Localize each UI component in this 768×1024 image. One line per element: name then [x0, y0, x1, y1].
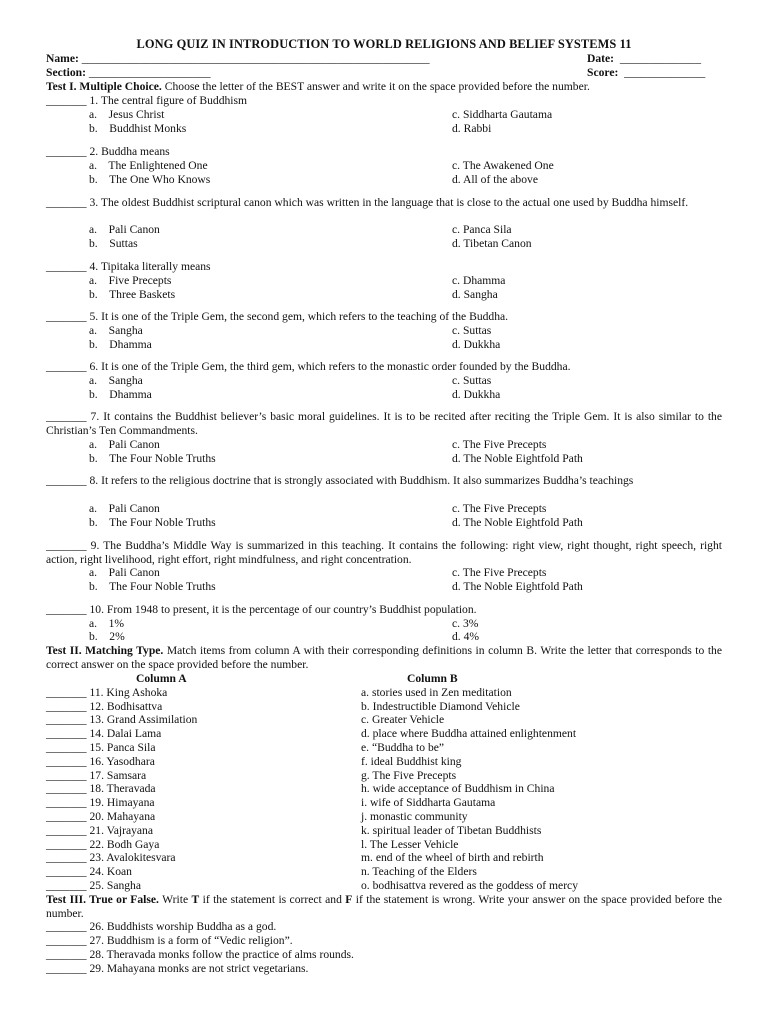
test2-instructions: Test II. Matching Type. Match items from column A with their corresponding definitions in column B. Write the letter that corresponds to the correct answer on the space provided before the number.	[46, 644, 722, 671]
definition-k: k. spiritual leader of Tibetan Buddhists	[361, 824, 542, 837]
answer-blank[interactable]: _______	[46, 539, 87, 552]
option-c: c. Dhamma	[452, 274, 506, 287]
score-field	[587, 66, 705, 80]
option-d: d. Dukkha	[452, 338, 501, 351]
definition-f: f. ideal Buddhist king	[361, 755, 462, 768]
test3-instructions: Test III. True or False. Write T if the statement is correct and F if the statement is wrong. Write your answer on the space provided before the number.	[46, 893, 722, 920]
date-label: Date:	[587, 52, 615, 65]
answer-blank[interactable]: _______	[46, 94, 87, 107]
option-b: b. Dhamma	[89, 338, 152, 351]
option-d: d. Tibetan Canon	[452, 237, 532, 250]
option-d: d. The Noble Eightfold Path	[452, 452, 583, 465]
question-7	[46, 410, 722, 438]
option-d: d. The Noble Eightfold Path	[452, 580, 583, 593]
option-d: d. Dukkha	[452, 388, 501, 401]
option-b: b. Suttas	[89, 237, 138, 250]
option-c: c. Suttas	[452, 374, 492, 387]
test1-instructions: Test I. Multiple Choice. Choose the letter of the BEST answer and write it on the space provided before the number.	[46, 80, 590, 93]
matching-item-18[interactable]: _______ 18. Theravada	[46, 782, 156, 795]
answer-blank[interactable]: _______	[46, 145, 87, 158]
question-5	[46, 310, 722, 324]
option-c: c. The Five Precepts	[452, 502, 547, 515]
definition-d: d. place where Buddha attained enlightenment	[361, 727, 577, 740]
question-8	[46, 474, 722, 488]
option-b: b. 2%	[89, 630, 125, 643]
matching-item-14[interactable]: _______ 14. Dalai Lama	[46, 727, 162, 740]
definition-l: l. The Lesser Vehicle	[361, 838, 459, 851]
test2-heading: Test II. Matching Type.	[46, 644, 164, 657]
answer-blank[interactable]: _______	[46, 260, 87, 273]
definition-b: b. Indestructible Diamond Vehicle	[361, 700, 520, 713]
option-b: b. Three Baskets	[89, 288, 176, 301]
question-text: 4. Tipitaka literally means	[89, 260, 211, 273]
test3-heading: Test III. True or False.	[46, 893, 159, 906]
question-4	[46, 260, 722, 274]
question-text: 7. It contains the Buddhist believer’s basic moral guidelines. It is to be recited after reciting the Triple Gem. It is also similar to the Christian’s Ten Commandments.	[46, 410, 722, 437]
matching-item-21[interactable]: _______ 21. Vajrayana	[46, 824, 154, 837]
option-a: a. Pali Canon	[89, 438, 160, 451]
definition-h: h. wide acceptance of Buddhism in China	[361, 782, 555, 795]
definition-o: o. bodhisattva revered as the goddess of mercy	[361, 879, 578, 892]
option-c: c. Siddharta Gautama	[452, 108, 553, 121]
quiz-title: LONG QUIZ IN INTRODUCTION TO WORLD RELIGIONS AND BELIEF SYSTEMS 11	[136, 37, 632, 51]
matching-item-24[interactable]: _______ 24. Koan	[46, 865, 132, 878]
column-a-label: Column A	[136, 672, 187, 685]
true-false-item-27[interactable]: _______ 27. Buddhism is a form of “Vedic religion”.	[46, 934, 293, 947]
option-a: a. Sangha	[89, 324, 143, 337]
option-d: d. Rabbi	[452, 122, 492, 135]
name-label: Name:	[46, 52, 79, 65]
option-a: a. Jesus Christ	[89, 108, 165, 121]
answer-blank[interactable]: _______	[46, 360, 87, 373]
option-c: c. The Five Precepts	[452, 566, 547, 579]
option-d: d. The Noble Eightfold Path	[452, 516, 583, 529]
matching-item-13[interactable]: _______ 13. Grand Assimilation	[46, 713, 198, 726]
answer-blank[interactable]: _______	[46, 410, 87, 423]
definition-g: g. The Five Precepts	[361, 769, 457, 782]
option-c: c. The Awakened One	[452, 159, 554, 172]
question-text: 9. The Buddha’s Middle Way is summarized in this teaching. It contains the following: right view, right thought, right speech, right action, right livelihood, right effort, right mindfulness, and right concentration.	[46, 539, 722, 566]
score-label: Score:	[587, 66, 619, 79]
question-text: 6. It is one of the Triple Gem, the third gem, which refers to the monastic order founded by the Buddha.	[89, 360, 571, 373]
option-a: a. Pali Canon	[89, 502, 160, 515]
option-d: d. Sangha	[452, 288, 498, 301]
question-1	[46, 94, 722, 108]
name-blank[interactable]: ____________________________________________________________	[81, 52, 430, 65]
definition-e: e. “Buddha to be”	[361, 741, 445, 754]
question-2	[46, 145, 722, 159]
true-false-item-29[interactable]: _______ 29. Mahayana monks are not strict vegetarians.	[46, 962, 309, 975]
question-text: 10. From 1948 to present, it is the percentage of our country’s Buddhist population.	[89, 603, 477, 616]
answer-blank[interactable]: _______	[46, 310, 87, 323]
question-text: 3. The oldest Buddhist scriptural canon which was written in the language that is close to the actual one used by Buddha himself.	[89, 196, 689, 209]
option-b: b. The Four Noble Truths	[89, 580, 216, 593]
option-c: c. 3%	[452, 617, 479, 630]
question-9	[46, 539, 722, 567]
section-label: Section:	[46, 66, 86, 79]
test1-heading: Test I. Multiple Choice.	[46, 80, 162, 93]
definition-j: j. monastic community	[361, 810, 468, 823]
option-a: a. The Enlightened One	[89, 159, 208, 172]
matching-item-16[interactable]: _______ 16. Yasodhara	[46, 755, 155, 768]
question-10	[46, 603, 722, 617]
option-b: b. The Four Noble Truths	[89, 452, 216, 465]
column-b-label: Column B	[407, 672, 458, 685]
question-text: 1. The central figure of Buddhism	[89, 94, 248, 107]
answer-blank[interactable]: _______	[46, 474, 87, 487]
true-false-item-28[interactable]: _______ 28. Theravada monks follow the practice of alms rounds.	[46, 948, 354, 961]
matching-item-19[interactable]: _______ 19. Himayana	[46, 796, 155, 809]
option-d: d. All of the above	[452, 173, 538, 186]
name-field	[46, 52, 430, 66]
definition-n: n. Teaching of the Elders	[361, 865, 477, 878]
option-d: d. 4%	[452, 630, 480, 643]
section-field	[46, 66, 211, 80]
option-b: b. The Four Noble Truths	[89, 516, 216, 529]
question-3	[46, 196, 722, 210]
definition-c: c. Greater Vehicle	[361, 713, 445, 726]
matching-item-23[interactable]: _______ 23. Avalokitesvara	[46, 851, 176, 864]
question-text: 5. It is one of the Triple Gem, the second gem, which refers to the teaching of the Buddha.	[89, 310, 509, 323]
section-blank[interactable]: _____________________	[88, 66, 211, 79]
question-text: 8. It refers to the religious doctrine that is strongly associated with Buddhism. It also summarizes Buddha’s teachings	[89, 474, 634, 487]
score-blank[interactable]: ______________	[624, 66, 706, 79]
option-c: c. Suttas	[452, 324, 492, 337]
date-field	[587, 52, 701, 66]
answer-blank[interactable]: _______	[46, 196, 87, 209]
matching-item-15[interactable]: _______ 15. Panca Sila	[46, 741, 156, 754]
matching-item-20[interactable]: _______ 20. Mahayana	[46, 810, 156, 823]
option-b: b. Buddhist Monks	[89, 122, 187, 135]
option-a: a. Pali Canon	[89, 566, 160, 579]
option-c: c. Panca Sila	[452, 223, 512, 236]
option-b: b. Dhamma	[89, 388, 152, 401]
true-false-item-26[interactable]: _______ 26. Buddhists worship Buddha as a god.	[46, 920, 277, 933]
question-6	[46, 360, 722, 374]
option-a: a. Sangha	[89, 374, 143, 387]
date-blank[interactable]: ______________	[619, 52, 701, 65]
definition-i: i. wife of Siddharta Gautama	[361, 796, 496, 809]
matching-item-17[interactable]: _______ 17. Samsara	[46, 769, 147, 782]
matching-item-12[interactable]: _______ 12. Bodhisattva	[46, 700, 163, 713]
option-a: a. Five Precepts	[89, 274, 172, 287]
answer-blank[interactable]: _______	[46, 603, 87, 616]
definition-m: m. end of the wheel of birth and rebirth	[361, 851, 544, 864]
definition-a: a. stories used in Zen meditation	[361, 686, 512, 699]
question-text: 2. Buddha means	[89, 145, 170, 158]
matching-item-22[interactable]: _______ 22. Bodh Gaya	[46, 838, 160, 851]
option-a: a. Pali Canon	[89, 223, 160, 236]
option-b: b. The One Who Knows	[89, 173, 211, 186]
matching-item-11[interactable]: _______ 11. King Ashoka	[46, 686, 168, 699]
matching-item-25[interactable]: _______ 25. Sangha	[46, 879, 141, 892]
option-c: c. The Five Precepts	[452, 438, 547, 451]
option-a: a. 1%	[89, 617, 125, 630]
